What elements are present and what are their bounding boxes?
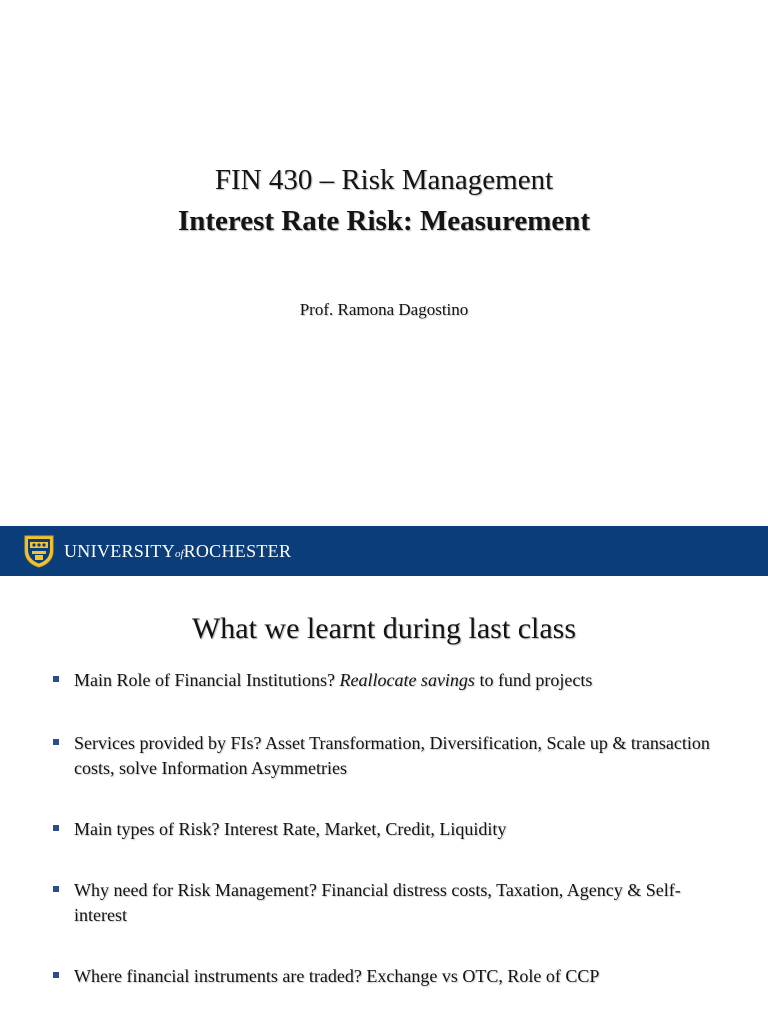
content-slide [0,576,768,1024]
bullet-square-icon [53,886,59,892]
bullet-square-icon [53,825,59,831]
university-wordmark-part2: ROCHESTER [183,541,292,561]
university-banner [0,526,768,576]
professor-name: Prof. Ramona Dagostino [299,300,469,319]
bullet-text: Why need for Risk Management? Financial distress costs, Taxation, Agency & Self-interest [74,880,681,925]
lecture-title: Interest Rate Risk: Measurement [177,205,591,237]
slide-title: What we learnt during last class [191,612,577,645]
university-wordmark-part1: UNIVERSITY [64,541,175,561]
university-shield-icon [23,534,55,568]
bullet-answer: to fund projects [479,670,593,690]
bullet-text: Main types of Risk? Interest Rate, Market, Credit, Liquidity [74,819,507,839]
bullet-emphasis: Reallocate savings [339,670,475,690]
bullet-square-icon [53,972,59,978]
course-title: FIN 430 – Risk Management [214,164,554,196]
bullet-question: Main Role of Financial Institutions? [74,670,335,690]
bullet-text: Where financial instruments are traded? Exchange vs OTC, Role of CCP [74,966,600,986]
university-wordmark-of: of [175,548,184,560]
university-wordmark [64,538,291,567]
bullet-text: Services provided by FIs? Asset Transformation, Diversification, Scale up & transaction costs, solve Information Asymmetries [74,733,710,778]
bullet-square-icon [53,739,59,745]
bullet-text [74,668,714,693]
bullet-square-icon [53,676,59,682]
